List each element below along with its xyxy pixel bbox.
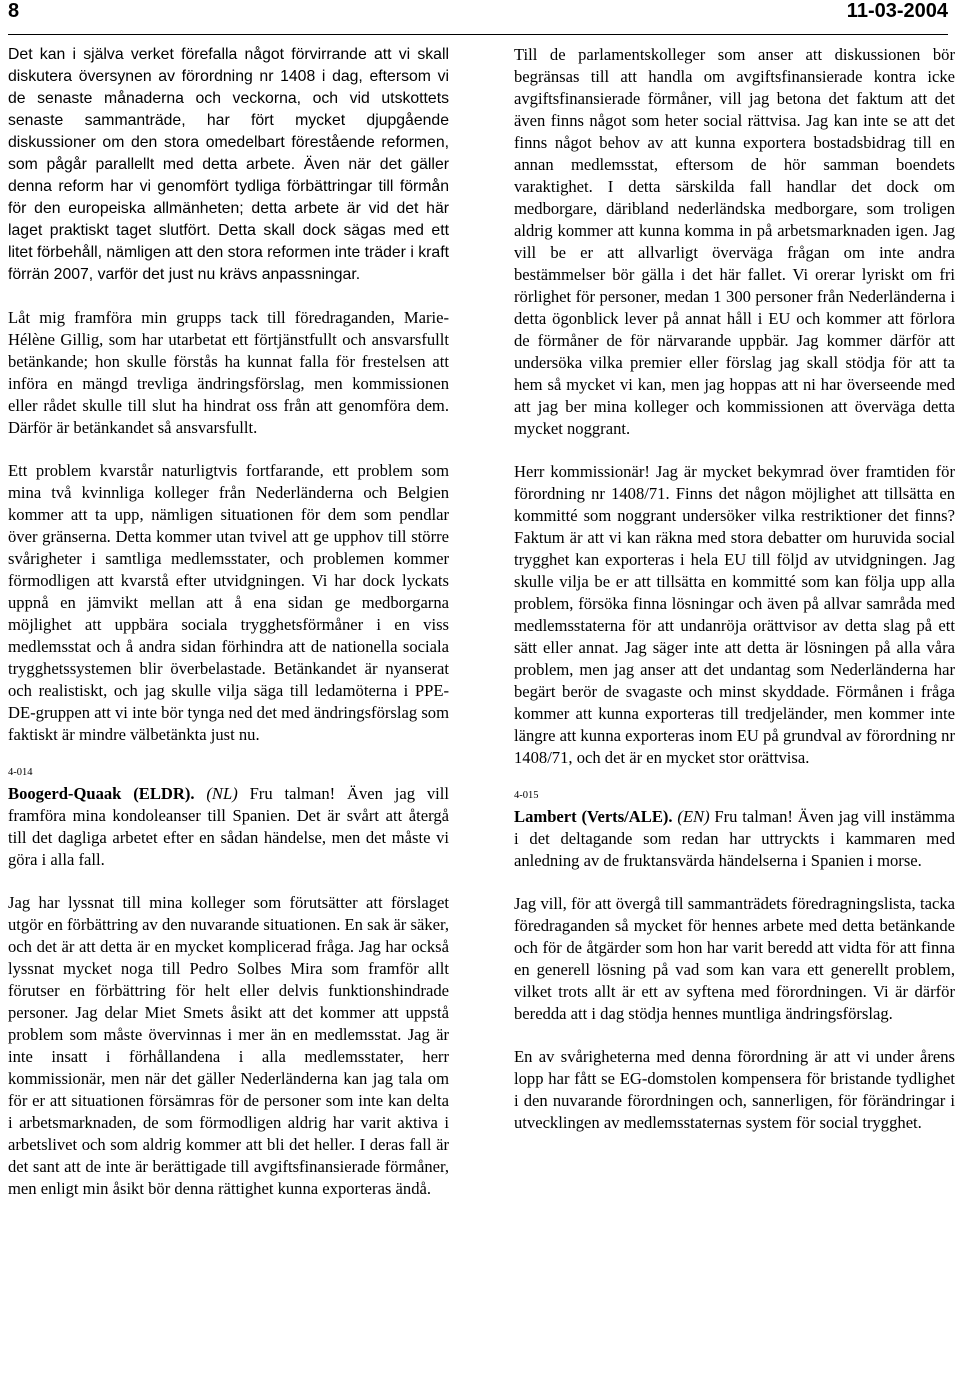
page-number: 8 [8,0,20,22]
paragraph: Till de parlamentskolleger som anser att diskussionen bör begränsas till att handla om avgiftsfinansierade kontra icke avgiftsfinansierade förmåner, vill jag betona det faktum att det även finns något som heter social rättvisa. Jag kan inte se att det finns något behov av att kunna exportera bostadsbidrag till en annan medlemsstat, eftersom de hör samman boendets varaktighet. I detta särskilda fall handlar det dock om medborgare, däribland nederländska medborgare, som troligen aldrig kommer att kunna komma in på arbetsmarknaden igen. Jag vill be er att allvarligt överväga frågan om inte andra bestämmelser bör gälla i det här fallet. Vi orerar lyriskt om fri rörlighet för personer, medan 1 300 personer från Nederländerna i detta ögonblick lever på annat håll i EU och kommer att förlora de förmåner de för närvarande uppbär. Jag kommer därför att undersöka vilka premier eller förslag jag skall stödja för att ta hem så mycket vi kan, men jag hoppas att ni har överseende med att jag ber mina kolleger och kommissionen att överväga detta mycket noggrant. [514,45,955,438]
left-column [8,44,449,1221]
paragraph: Låt mig framföra min grupps tack till föredraganden, Marie-Hélène Gillig, som har utarbetat ett förtjänstfullt och ansvarsfullt betänkande; hon skulle förstås ha kunnat falla för frestelsen att införa en mängd trevliga ändringsförslag, men kommissionen eller rådet skulle till slut ha hindrat oss från att genomföra dem. Därför är betänkandet så ansvarsfullt. [8,308,449,437]
right-column [514,44,955,1155]
language-code: (NL) [206,784,238,803]
speaker-name: Lambert (Verts/ALE). [514,807,673,826]
paragraph: Jag har lyssnat till mina kolleger som förutsätter att förslaget utgör en förbättring av den nuvarande situationen. En sak är säker, och det är att detta är en mycket komplicerad fråga. Jag har också lyssnat mycket noga till Pedro Solbes Mira som framför allt förutser en förbättring för helt eller delvis funktionshindrade personer. Jag delar Miet Smets åsikt att det kommer att uppstå problem som måste övervinnas i mer än en medlemsstat. Jag är inte insatt i förhållandena i alla medlemsstater, herr kommissionär, men när det gäller Nederländerna kan jag tala om för er att situationen försämras för de personer som inte kan delta i arbetsmarknaden, de som förmodligen aldrig har varit aktiva i arbetslivet och som aldrig kommer att bli det heller. I deras fall är det sant att de inte är berättigade till avgiftsfinansierade förmåner, men enligt min åsikt bör denna rättighet kunna exporteras ändå. [8,893,449,1198]
speech-reference: 4-015 [514,790,539,801]
paragraph: Jag vill, för att övergå till sammanträdets föredragningslista, tacka föredraganden så mycket för hennes arbete med detta betänkande och för de åtgärder som hon har varit beredd att vidta för att finna en generell lösning på vad som kan vara ett generellt problem, vilket trots allt är ett av syftena med förordningen. Vi är därför beredda att i dag stödja hennes muntliga ändringsförslag. [514,894,955,1023]
speech-text: Fru talman! Även jag vill instämma i det deltagande som redan har uttryckts i kammaren med anledning av de fruktansvärda händelserna i Spanien i morse. [514,807,955,870]
speech-text: Fru talman! Även jag vill framföra mina kondoleanser till Spanien. Det är svårt att återgå till det dagliga arbetet efter en sådan händelse, men det måste vi göra i alla fall. [8,784,449,869]
page-header [8,0,948,35]
sitting-date: 11-03-2004 [846,0,948,22]
speaker-name: Boogerd-Quaak (ELDR). [8,784,195,803]
paragraph: Det kan i själva verket förefalla något förvirrande att vi skall diskutera översynen av förordning nr 1408 i dag, eftersom vi de senaste månaderna och veckorna, och vid utskottets senaste sammanträde, har fört mycket djupgående diskussioner om den stora omedelbart förestående reformen, som pågår parallellt med detta arbete. Även när det gäller denna reform har vi genomfört tydliga förbättringar till förmån för den europeiska allmänheten; detta arbete är vid det här laget praktiskt taget slutfört. Detta skall dock sägas med ett litet förbehåll, nämligen att den stora reformen inte träder i kraft förrän 2007, varför det just nu krävs anpassningar. [8,46,449,283]
paragraph: Herr kommissionär! Jag är mycket bekymrad över framtiden för förordning nr 1408/71. Finns det någon möjlighet att tillsätta en kommitté som noggrant undersöker vilka restriktioner det finns? Faktum är att vi kan räkna med stora debatter om huruvida social trygghet kan exporteras i hela EU till följd av utvidgningen. Jag skulle vilja be er att tillsätta en kommitté som kan följa upp alla problem, försöka finna lösningar och även på allvar samråda med medlemsstaterna för att undanröja orättvisor av detta slag på ett sätt eller annat. Jag säger inte att detta är lösningen på alla våra problem, men jag anser att det undantag som Nederländerna har begärt berör de svagaste och minst skyddade. Förmånen i fråga kommer att kunna exporteras till tredjeländer, men kommer inte längre att kunna exporteras inom EU på grundval av förordning nr 1408/71, och det är en mycket stor orättvisa. [514,462,955,767]
language-code: (EN) [677,807,710,826]
speech-paragraph [8,783,449,871]
paragraph: En av svårigheterna med denna förordning är att vi under årens lopp har fått se EG-domstolen kompensera för bristande tydlighet i den nuvarande förordningen och, sannerligen, för förändringar i utvecklingen av medlemsstaternas system för social trygghet. [514,1047,955,1132]
speech-paragraph [514,806,955,872]
paragraph: Ett problem kvarstår naturligtvis fortfarande, ett problem som mina två kvinnliga kolleger från Nederländerna och Belgien kommer att ta upp, nämligen situationen för dem som pendlar över gränserna. Detta kommer utan tvivel att ge upphov till större svårigheter i samtliga medlemsstater, och problemen kommer förmodligen att kvarstå efter utvidgningen. Vi har dock lyckats uppnå en jämvikt mellan att å ena sidan ge medborgarna möjlighet att uppbära sociala trygghetsförmåner i en viss medlemsstat och å andra sidan förhindra att de nationella sociala trygghetssystemen blir överbelastade. Betänkandet är nyanserat och realistiskt, och jag skulle vilja säga till ledamöterna i PPE-DE-gruppen att vi inte bör tynga ned det med ändringsförslag som faktiskt är mindre välbetänkta just nu. [8,461,449,744]
speech-reference: 4-014 [8,767,33,778]
